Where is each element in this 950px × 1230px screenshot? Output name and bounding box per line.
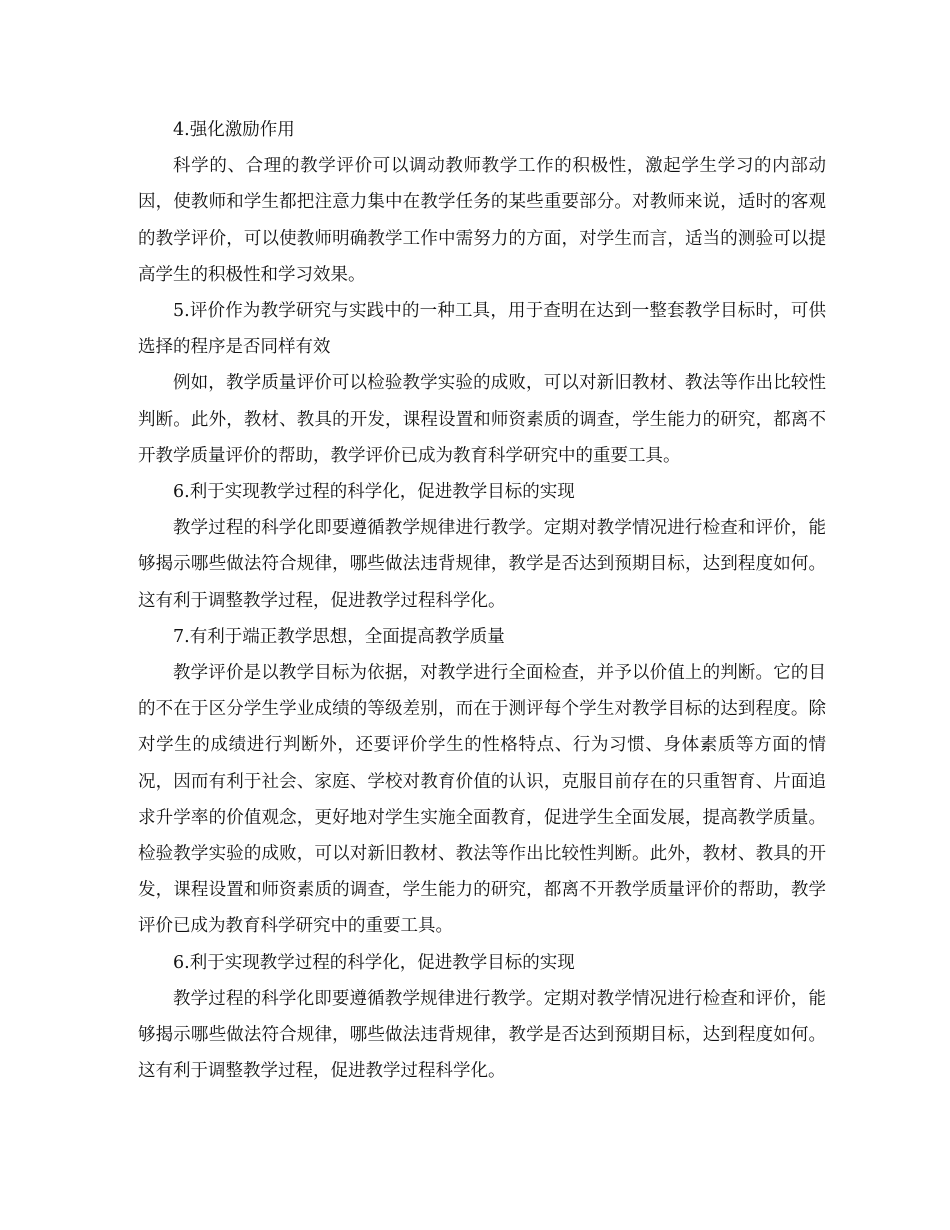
section-heading-7: 7.有利于端正教学思想，全面提高教学质量 [173,626,505,647]
document-body [138,112,826,1089]
paragraph-incentive: 科学的、合理的教学评价可以调动教师教学工作的积极性，激起学生学习的内部动因，使教师和学生都把注意力集中在教学任务的某些重要部分。对教师来说，适时的客观的教学评价，可以使教师明确教学工作中需努力的方面，对学生而言，适当的测验可以提高学生的积极性和学习效果。 [138,156,826,285]
section-heading-6-repeat: 6.利于实现教学过程的科学化，促进教学目标的实现 [173,952,575,973]
paragraph-teaching-quality: 教学评价是以教学目标为依据，对教学进行全面检查，并予以价值上的判断。它的目的不在于区分学生学业成绩的等级差别，而在于测评每个学生对教学目标的达到程度。除对学生的成绩进行判断外，还要评价学生的性格特点、行为习惯、身体素质等方面的情况，因而有利于社会、家庭、学校对教育价值的认识，克服目前存在的只重智育、片面追求升学率的价值观念，更好地对学生实施全面教育，促进学生全面发展，提高教学质量。检验教学实验的成败，可以对新旧教材、教法等作出比较性判断。此外，教材、教具的开发，课程设置和师资素质的调查，学生能力的研究，都离不开教学质量评价的帮助，教学评价已成为教育科学研究中的重要工具。 [138,663,826,937]
paragraph-scientific-process: 教学过程的科学化即要遵循教学规律进行教学。定期对教学情况进行检查和评价，能够揭示哪些做法符合规律，哪些做法违背规律，教学是否达到预期目标，达到程度如何。这有利于调整教学过程，促进教学过程科学化。 [138,518,826,611]
paragraph-scientific-process-repeat: 教学过程的科学化即要遵循教学规律进行教学。定期对教学情况进行检查和评价，能够揭示哪些做法符合规律，哪些做法违背规律，教学是否达到预期目标，达到程度如何。这有利于调整教学过程，促进教学过程科学化。 [138,988,826,1082]
section-heading-5: 5.评价作为教学研究与实践中的一种工具，用于查明在达到一整套教学目标时，可供选择的程序是否同样有效 [138,301,826,358]
section-heading-6: 6.利于实现教学过程的科学化，促进教学目标的实现 [173,482,575,503]
paragraph-research-tool: 例如，教学质量评价可以检验教学实验的成败，可以对新旧教材、教法等作出比较性判断。此外，教材、教具的开发，课程设置和师资素质的调查，学生能力的研究，都离不开教学质量评价的帮助，教学评价已成为教育科学研究中的重要工具。 [138,373,826,466]
section-heading-4: 4.强化激励作用 [173,120,295,140]
